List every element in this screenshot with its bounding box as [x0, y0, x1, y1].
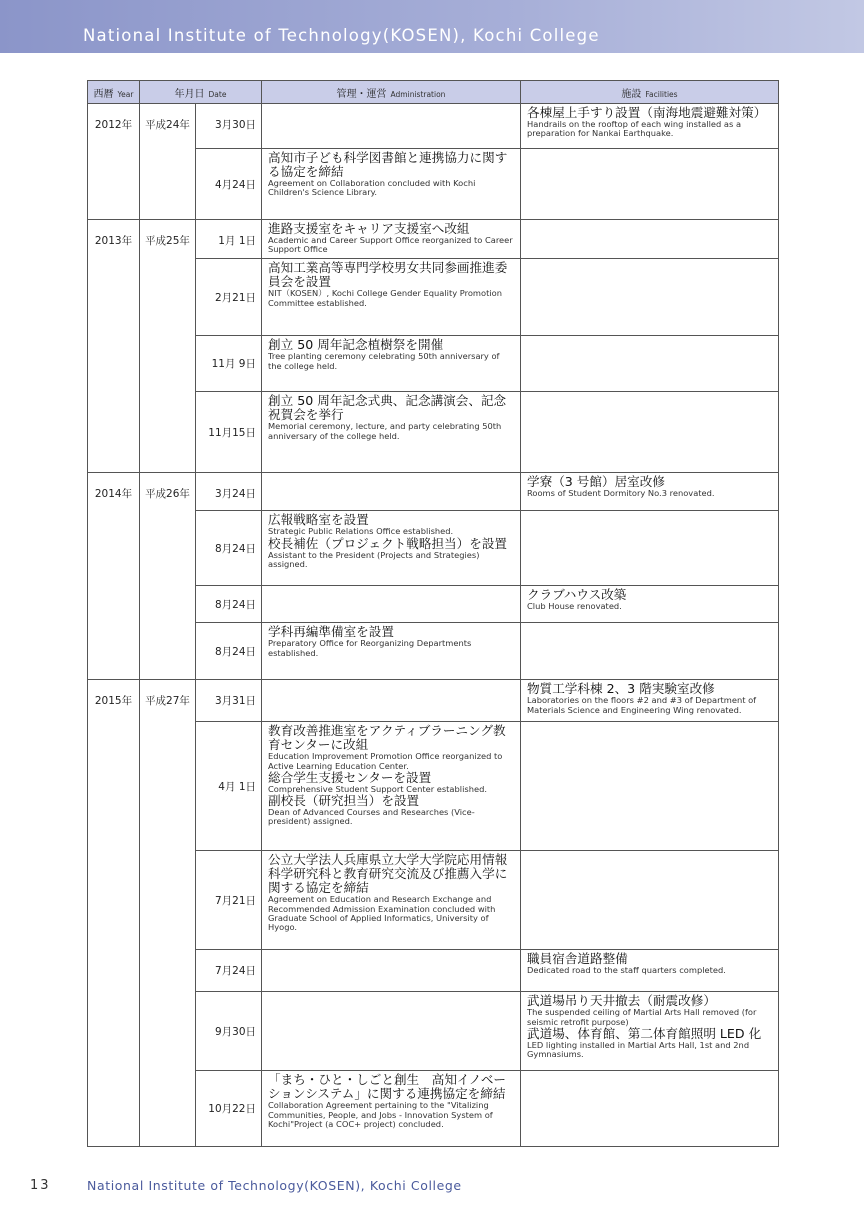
administration-cell: [262, 104, 521, 149]
era-cell: 平成26年: [140, 473, 196, 680]
facilities-cell: [521, 104, 779, 149]
entry-jp: 総合学生支援センターを設置: [268, 769, 432, 785]
date-cell: 4月24日: [196, 149, 262, 220]
entry-jp: 高知市子ども科学図書館と連携協力に関する協定を締結: [268, 150, 508, 179]
entry-en: NIT（KOSEN）, Kochi College Gender Equality Promotion Committee established.: [268, 288, 502, 308]
entry-jp: 校長補佐（プロジェクト戦略担当）を設置: [268, 535, 508, 551]
column-header-facilities: 施設 Facilities: [521, 81, 779, 104]
administration-cell: [262, 336, 521, 392]
entry-en: Laboratories on the floors #2 and #3 of Department of Materials Science and Engineering Wing renovated.: [527, 695, 757, 715]
facilities-cell: [521, 473, 779, 511]
facilities-cell: [521, 259, 779, 336]
year-cell: 2013年: [88, 220, 140, 473]
column-header-year: 西暦 Year: [88, 81, 140, 104]
administration-cell: [262, 149, 521, 220]
administration-cell: [262, 473, 521, 511]
entry-en: Academic and Career Support Office reorganized to Career Support Office: [268, 235, 513, 255]
table-header-row: [88, 81, 779, 104]
entry-en: Rooms of Student Dormitory No.3 renovated.: [527, 488, 715, 499]
facilities-cell: [521, 851, 779, 950]
entry-en: LED lighting installed in Martial Arts Hall, 1st and 2nd Gymnasiums.: [527, 1039, 750, 1060]
date-cell: 1月 1日: [196, 220, 262, 259]
table-body: [88, 104, 779, 1147]
facilities-cell: [521, 149, 779, 220]
administration-cell: [262, 680, 521, 722]
entry-jp: クラブハウス改築: [527, 587, 627, 603]
entry-jp: 広報戦略室を設置: [268, 512, 369, 528]
entry-jp: 各棟屋上手すり設置（南海地震避難対策）: [527, 105, 767, 120]
facilities-cell: [521, 722, 779, 851]
page-number: 13: [30, 1178, 51, 1193]
date-cell: 2月21日: [196, 259, 262, 336]
table-row: [88, 680, 779, 722]
date-cell: 3月31日: [196, 680, 262, 722]
administration-cell: [262, 511, 521, 586]
administration-cell: [262, 586, 521, 623]
facilities-cell: [521, 392, 779, 473]
facilities-cell: [521, 680, 779, 722]
facilities-cell: [521, 950, 779, 992]
administration-cell: [262, 1071, 521, 1147]
year-cell: 2012年: [88, 104, 140, 220]
entry-jp: 教育改善推進室をアクティブラーニング教育センターに改組: [268, 723, 506, 753]
entry-jp: 学科再編準備室を設置: [268, 624, 394, 640]
administration-cell: [262, 623, 521, 680]
entry-en: Dean of Advanced Courses and Researches (Vice-president) assigned.: [268, 807, 475, 827]
facilities-cell: [521, 1071, 779, 1147]
year-cell: 2014年: [88, 473, 140, 680]
facilities-cell: [521, 586, 779, 623]
administration-cell: [262, 220, 521, 259]
administration-cell: [262, 392, 521, 473]
era-cell: 平成24年: [140, 104, 196, 220]
entry-en: Assistant to the President (Projects and Strategies) assigned.: [268, 549, 480, 569]
facilities-cell: [521, 220, 779, 259]
administration-cell: [262, 722, 521, 851]
entry-en: The suspended ceiling of Martial Arts Hall removed (for seismic retrofit purpose): [527, 1007, 757, 1027]
date-cell: 4月 1日: [196, 722, 262, 851]
entry-en: Handrails on the rooftop of each wing installed as a preparation for Nankai Earthquake.: [527, 119, 742, 139]
entry-en: Memorial ceremony, lecture, and party celebrating 50th anniversary of the college held.: [268, 421, 502, 441]
administration-cell: [262, 851, 521, 950]
entry-en: Tree planting ceremony celebrating 50th anniversary of the college held.: [268, 351, 500, 371]
entry-en: Club House renovated.: [527, 601, 622, 612]
date-cell: 3月24日: [196, 473, 262, 511]
entry-en: Collaboration Agreement pertaining to the "Vitalizing Communities, People, and Jobs - Innovation System of Kochi"Project (a COC+ project) concluded.: [268, 1100, 493, 1129]
date-cell: 7月24日: [196, 950, 262, 992]
entry-jp: 学寮（3 号館）居室改修: [527, 474, 665, 490]
footer-title: National Institute of Technology(KOSEN), Kochi College: [87, 1178, 462, 1193]
entry-jp: 武道場、体育館、第二体育館照明 LED 化: [527, 1025, 762, 1041]
entry-en: Comprehensive Student Support Center established.: [268, 783, 487, 794]
entry-jp: 公立大学法人兵庫県立大学大学院応用情報科学研究科と教育研究交流及び推薦入学に関する協定を締結: [268, 852, 508, 896]
entry-jp: 「まち・ひと・しごと創生 高知イノベーションシステム」に関する連携協定を締結: [268, 1072, 507, 1102]
date-cell: 11月 9日: [196, 336, 262, 392]
entry-en: Agreement on Education and Research Exchange and Recommended Admission Examination concluded with Graduate School of Applied Informatics, University of Hyogo.: [268, 894, 496, 933]
date-cell: 9月30日: [196, 992, 262, 1071]
era-cell: 平成25年: [140, 220, 196, 473]
date-cell: 10月22日: [196, 1071, 262, 1147]
date-cell: 8月24日: [196, 586, 262, 623]
entry-jp: 創立 50 周年記念式典、記念講演会、記念祝賀会を挙行: [268, 393, 507, 423]
date-cell: 11月15日: [196, 392, 262, 473]
entry-jp: 進路支援室をキャリア支援室へ改組: [268, 221, 470, 236]
facilities-cell: [521, 992, 779, 1071]
column-header-date: 年月日 Date: [140, 81, 262, 104]
entry-jp: 武道場吊り天井撤去（耐震改修）: [527, 993, 716, 1009]
entry-jp: 職員宿舎道路整備: [527, 951, 628, 967]
table-row: [88, 220, 779, 259]
year-cell: 2015年: [88, 680, 140, 1147]
date-cell: 7月21日: [196, 851, 262, 950]
entry-en: Agreement on Collaboration concluded with Kochi Children's Science Library.: [268, 178, 476, 198]
table-row: [88, 473, 779, 511]
history-table: [87, 80, 779, 1147]
entry-en: Education Improvement Promotion Office reorganized to Active Learning Education Center.: [268, 751, 503, 771]
table-row: [88, 104, 779, 149]
entry-jp: 副校長（研究担当）を設置: [268, 793, 420, 809]
header-title: National Institute of Technology(KOSEN), Kochi College: [83, 26, 600, 45]
facilities-cell: [521, 336, 779, 392]
era-cell: 平成27年: [140, 680, 196, 1147]
date-cell: 8月24日: [196, 511, 262, 586]
administration-cell: [262, 992, 521, 1071]
column-header-administration: 管理・運営 Administration: [262, 81, 521, 104]
date-cell: 8月24日: [196, 623, 262, 680]
entry-jp: 創立 50 周年記念植樹祭を開催: [268, 337, 444, 353]
entry-en: Preparatory Office for Reorganizing Departments established.: [268, 638, 472, 658]
facilities-cell: [521, 623, 779, 680]
date-cell: 3月30日: [196, 104, 262, 149]
entry-en: Dedicated road to the staff quarters completed.: [527, 965, 726, 976]
facilities-cell: [521, 511, 779, 586]
entry-jp: 高知工業高等専門学校男女共同参画推進委員会を設置: [268, 260, 508, 290]
administration-cell: [262, 950, 521, 992]
administration-cell: [262, 259, 521, 336]
entry-en: Strategic Public Relations Office established.: [268, 526, 454, 537]
header-banner: [0, 0, 864, 53]
entry-jp: 物質工学科棟 2、3 階実験室改修: [527, 681, 715, 697]
